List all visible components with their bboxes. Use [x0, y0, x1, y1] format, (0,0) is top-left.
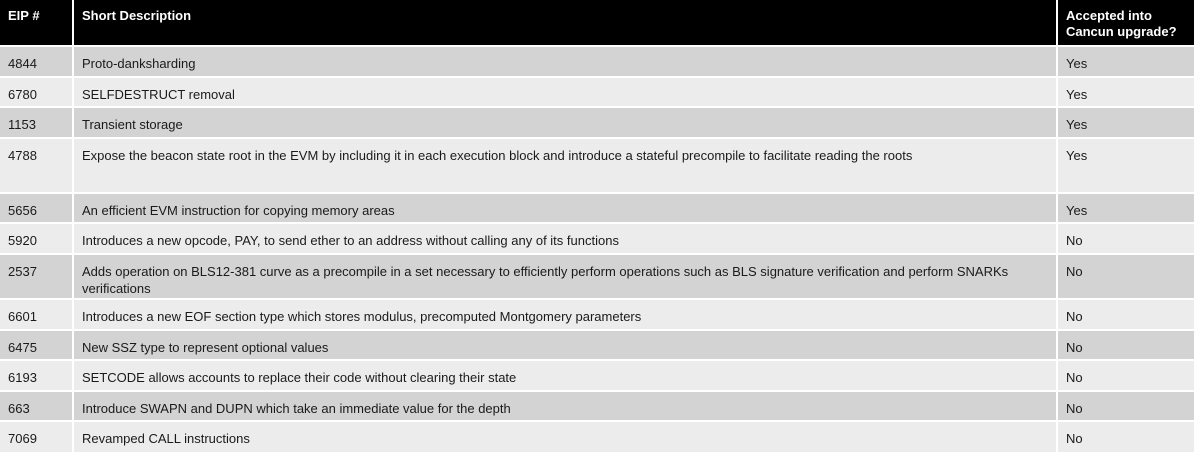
table-row [0, 299, 1194, 330]
table-row [0, 360, 1194, 391]
header-eip: EIP # [8, 8, 40, 23]
cell-accepted: Yes [1057, 77, 1194, 108]
cell-description: Introduces a new opcode, PAY, to send ether to an address without calling any of its functions [73, 223, 1057, 254]
cell-description: Introduce SWAPN and DUPN which take an immediate value for the depth [73, 391, 1057, 422]
table-row [0, 107, 1194, 138]
cell-description: SETCODE allows accounts to replace their code without clearing their state [73, 360, 1057, 391]
cell-accepted: Yes [1057, 46, 1194, 77]
cell-eip: 5920 [8, 233, 37, 249]
header-description: Short Description [73, 0, 1057, 46]
header-row [0, 0, 1194, 46]
cell-eip: 5656 [8, 202, 37, 218]
cell-eip: 6780 [8, 86, 37, 102]
table-row [0, 223, 1194, 254]
cell-eip: 663 [8, 400, 30, 416]
table-row [0, 254, 1194, 299]
cell-accepted: Yes [1057, 193, 1194, 224]
cell-description: An efficient EVM instruction for copying memory areas [73, 193, 1057, 224]
cell-eip: 1153 [8, 117, 36, 133]
table-row [0, 46, 1194, 77]
table-row [0, 77, 1194, 108]
cell-description: Introduces a new EOF section type which stores modulus, precomputed Montgomery parameters [73, 299, 1057, 330]
cell-accepted: No [1057, 391, 1194, 422]
cell-eip: 4844 [8, 56, 37, 71]
cell-eip: 7069 [8, 431, 37, 447]
cell-description: Expose the beacon state root in the EVM by including it in each execution block and introduce a stateful precompile to facilitate reading the roots [73, 138, 1057, 193]
cell-accepted: Yes [1057, 138, 1194, 193]
table-row [0, 330, 1194, 361]
table-header [0, 0, 1194, 46]
header-accepted: Accepted into Cancun upgrade? [1057, 0, 1194, 46]
cell-accepted: No [1057, 223, 1194, 254]
cell-eip: 6601 [8, 308, 37, 324]
cell-eip: 6193 [8, 370, 37, 386]
cell-accepted: No [1057, 360, 1194, 391]
table-row [0, 193, 1194, 224]
cell-eip: 4788 [8, 147, 37, 163]
table-row [0, 391, 1194, 422]
cell-description: Transient storage [73, 107, 1057, 138]
cell-eip: 2537 [8, 264, 37, 280]
cell-description: Revamped CALL instructions [73, 421, 1057, 452]
cell-accepted: No [1057, 254, 1194, 299]
cell-description: Adds operation on BLS12-381 curve as a precompile in a set necessary to efficiently perform operations such as BLS signature verification and perform SNARKs verifications [73, 254, 1057, 299]
cell-accepted: Yes [1057, 107, 1194, 138]
table-row [0, 421, 1194, 452]
cell-accepted: No [1057, 421, 1194, 452]
table-body [0, 46, 1194, 452]
cell-accepted: No [1057, 330, 1194, 361]
cell-description: New SSZ type to represent optional values [73, 330, 1057, 361]
cell-description: Proto-danksharding [73, 46, 1057, 77]
cell-eip: 6475 [8, 339, 37, 355]
cell-description: SELFDESTRUCT removal [73, 77, 1057, 108]
table-row [0, 138, 1194, 193]
cell-accepted: No [1057, 299, 1194, 330]
